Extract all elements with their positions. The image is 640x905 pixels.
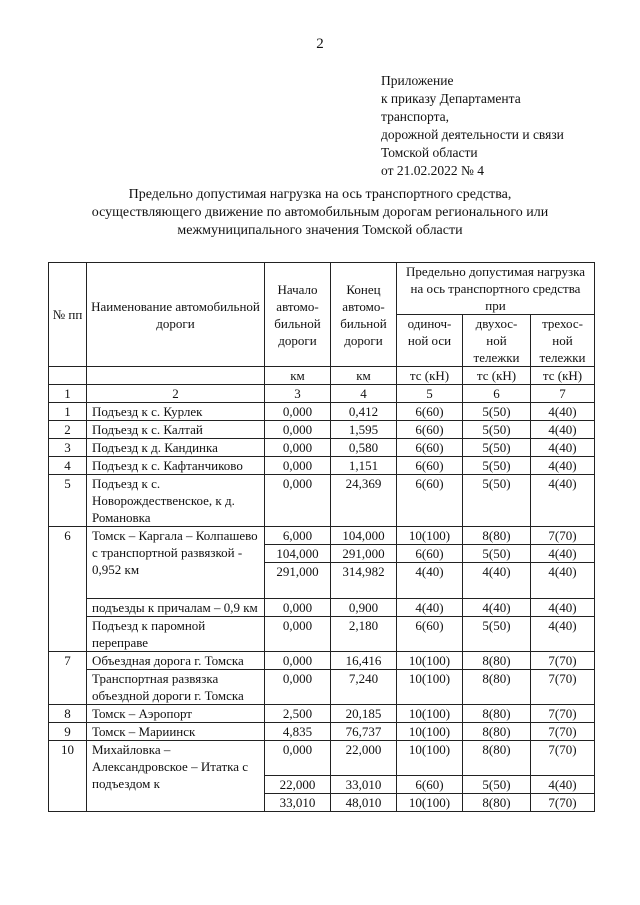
header-limit: Предельно допустимая нагрузка на ось транспортного средства при (397, 263, 595, 315)
col-number: 7 (531, 385, 595, 403)
double-axle: 5(50) (463, 439, 531, 457)
end-km: 291,000 (331, 545, 397, 563)
start-km: 0,000 (265, 741, 331, 776)
end-km: 22,000 (331, 741, 397, 776)
road-name: Томск – Каргала – Колпашево с транспортной развязкой - 0,952 км (87, 527, 265, 599)
unit-cell: тс (кН) (397, 367, 463, 385)
table-row (49, 670, 595, 705)
unit-cell: тс (кН) (463, 367, 531, 385)
table-row (49, 421, 595, 439)
end-km: 24,369 (331, 475, 397, 527)
appendix-line: транспорта, (381, 109, 450, 124)
road-name: Транспортная развязка объездной дороги г. Томска (87, 670, 265, 705)
triple-axle: 4(40) (531, 421, 595, 439)
double-axle: 4(40) (463, 563, 531, 599)
road-name: Подъезд к с. Калтай (87, 421, 265, 439)
table-row (49, 599, 595, 617)
table-row (49, 527, 595, 545)
single-axle: 10(100) (397, 741, 463, 776)
table-row (49, 741, 595, 776)
end-km: 33,010 (331, 776, 397, 794)
triple-axle: 4(40) (531, 545, 595, 563)
single-axle: 4(40) (397, 599, 463, 617)
triple-axle: 4(40) (531, 563, 595, 599)
end-km: 0,412 (331, 403, 397, 421)
start-km: 0,000 (265, 403, 331, 421)
triple-axle: 4(40) (531, 617, 595, 652)
start-km: 291,000 (265, 563, 331, 599)
road-name: Томск – Мариинск (87, 723, 265, 741)
triple-axle: 7(70) (531, 670, 595, 705)
triple-axle: 7(70) (531, 527, 595, 545)
single-axle: 6(60) (397, 545, 463, 563)
row-num: 8 (49, 705, 87, 723)
col-number: 4 (331, 385, 397, 403)
title-line: осуществляющего движение по автомобильным дорогам регионального или (91, 205, 549, 220)
single-axle: 10(100) (397, 705, 463, 723)
road-name: подъезды к причалам – 0,9 км (87, 599, 265, 617)
table-row (49, 723, 595, 741)
double-axle: 8(80) (463, 705, 531, 723)
end-km: 2,180 (331, 617, 397, 652)
double-axle: 8(80) (463, 794, 531, 812)
single-axle: 10(100) (397, 723, 463, 741)
appendix-line: дорожной деятельности и связи (381, 127, 564, 142)
appendix-line: Приложение (381, 73, 454, 88)
title-line: межмуниципального значения Томской области (177, 223, 463, 238)
page-number: 2 (316, 36, 324, 52)
road-name: Томск – Аэропорт (87, 705, 265, 723)
road-name: Подъезд к с. Курлек (87, 403, 265, 421)
start-km: 6,000 (265, 527, 331, 545)
triple-axle: 4(40) (531, 439, 595, 457)
single-axle: 6(60) (397, 475, 463, 527)
row-num: 7 (49, 652, 87, 705)
start-km: 0,000 (265, 652, 331, 670)
header-num: № пп (49, 263, 87, 367)
single-axle: 6(60) (397, 617, 463, 652)
row-num: 6 (49, 527, 87, 652)
row-num: 2 (49, 421, 87, 439)
road-name: Объездная дорога г. Томска (87, 652, 265, 670)
col-number: 2 (87, 385, 265, 403)
table-row (49, 705, 595, 723)
header-name: Наименование автомобильной дороги (87, 263, 265, 367)
document-title (40, 186, 600, 240)
appendix-line: Томской области (381, 145, 478, 160)
appendix-block (381, 72, 564, 180)
single-axle: 10(100) (397, 652, 463, 670)
start-km: 4,835 (265, 723, 331, 741)
col-number: 5 (397, 385, 463, 403)
header-double: двухос-ной тележки (463, 315, 531, 367)
triple-axle: 7(70) (531, 794, 595, 812)
double-axle: 5(50) (463, 421, 531, 439)
col-number: 3 (265, 385, 331, 403)
start-km: 0,000 (265, 457, 331, 475)
single-axle: 6(60) (397, 421, 463, 439)
start-km: 0,000 (265, 617, 331, 652)
end-km: 0,580 (331, 439, 397, 457)
col-number: 1 (49, 385, 87, 403)
end-km: 104,000 (331, 527, 397, 545)
road-name: Подъезд к паромной переправе (87, 617, 265, 652)
single-axle: 6(60) (397, 776, 463, 794)
start-km: 2,500 (265, 705, 331, 723)
end-km: 20,185 (331, 705, 397, 723)
single-axle: 10(100) (397, 794, 463, 812)
triple-axle: 4(40) (531, 457, 595, 475)
header-triple: трехос-ной тележки (531, 315, 595, 367)
table-row (49, 652, 595, 670)
end-km: 48,010 (331, 794, 397, 812)
row-num: 1 (49, 403, 87, 421)
row-num: 5 (49, 475, 87, 527)
double-axle: 8(80) (463, 670, 531, 705)
start-km: 0,000 (265, 421, 331, 439)
triple-axle: 7(70) (531, 705, 595, 723)
road-name: Подъезд к с. Кафтанчиково (87, 457, 265, 475)
appendix-line: к приказу Департамента (381, 91, 521, 106)
row-num: 3 (49, 439, 87, 457)
appendix-line: от 21.02.2022 № 4 (381, 163, 484, 178)
title-line: Предельно допустимая нагрузка на ось транспортного средства, (128, 187, 512, 202)
row-num: 9 (49, 723, 87, 741)
start-km: 0,000 (265, 599, 331, 617)
road-name: Михайловка – Александровское – Итатка с подъездом к (87, 741, 265, 812)
double-axle: 8(80) (463, 741, 531, 776)
double-axle: 5(50) (463, 776, 531, 794)
double-axle: 5(50) (463, 617, 531, 652)
end-km: 1,151 (331, 457, 397, 475)
row-num: 10 (49, 741, 87, 812)
triple-axle: 7(70) (531, 741, 595, 776)
single-axle: 6(60) (397, 403, 463, 421)
single-axle: 4(40) (397, 563, 463, 599)
triple-axle: 4(40) (531, 403, 595, 421)
end-km: 76,737 (331, 723, 397, 741)
table-row (49, 617, 595, 652)
unit-cell: км (331, 367, 397, 385)
triple-axle: 4(40) (531, 599, 595, 617)
double-axle: 5(50) (463, 545, 531, 563)
end-km: 7,240 (331, 670, 397, 705)
start-km: 0,000 (265, 670, 331, 705)
row-num: 4 (49, 457, 87, 475)
single-axle: 10(100) (397, 670, 463, 705)
table-row (49, 457, 595, 475)
header-end: Конец автомо-бильной дороги (331, 263, 397, 367)
header-single: одиноч-ной оси (397, 315, 463, 367)
start-km: 33,010 (265, 794, 331, 812)
single-axle: 6(60) (397, 457, 463, 475)
triple-axle: 7(70) (531, 652, 595, 670)
double-axle: 8(80) (463, 723, 531, 741)
triple-axle: 4(40) (531, 475, 595, 527)
road-name: Подъезд к д. Кандинка (87, 439, 265, 457)
unit-cell: тс (кН) (531, 367, 595, 385)
col-number: 6 (463, 385, 531, 403)
double-axle: 5(50) (463, 457, 531, 475)
start-km: 104,000 (265, 545, 331, 563)
single-axle: 10(100) (397, 527, 463, 545)
table-row (49, 475, 595, 527)
header-start: Начало автомо-бильной дороги (265, 263, 331, 367)
end-km: 0,900 (331, 599, 397, 617)
double-axle: 4(40) (463, 599, 531, 617)
end-km: 16,416 (331, 652, 397, 670)
unit-cell: км (265, 367, 331, 385)
double-axle: 8(80) (463, 652, 531, 670)
end-km: 314,982 (331, 563, 397, 599)
double-axle: 5(50) (463, 475, 531, 527)
triple-axle: 7(70) (531, 723, 595, 741)
double-axle: 5(50) (463, 403, 531, 421)
start-km: 0,000 (265, 439, 331, 457)
single-axle: 6(60) (397, 439, 463, 457)
start-km: 0,000 (265, 475, 331, 527)
table-row (49, 439, 595, 457)
double-axle: 8(80) (463, 527, 531, 545)
start-km: 22,000 (265, 776, 331, 794)
triple-axle: 4(40) (531, 776, 595, 794)
table-row (49, 403, 595, 421)
axle-load-table (48, 262, 595, 812)
road-name: Подъезд к с. Новорождественское, к д. Романовка (87, 475, 265, 527)
end-km: 1,595 (331, 421, 397, 439)
